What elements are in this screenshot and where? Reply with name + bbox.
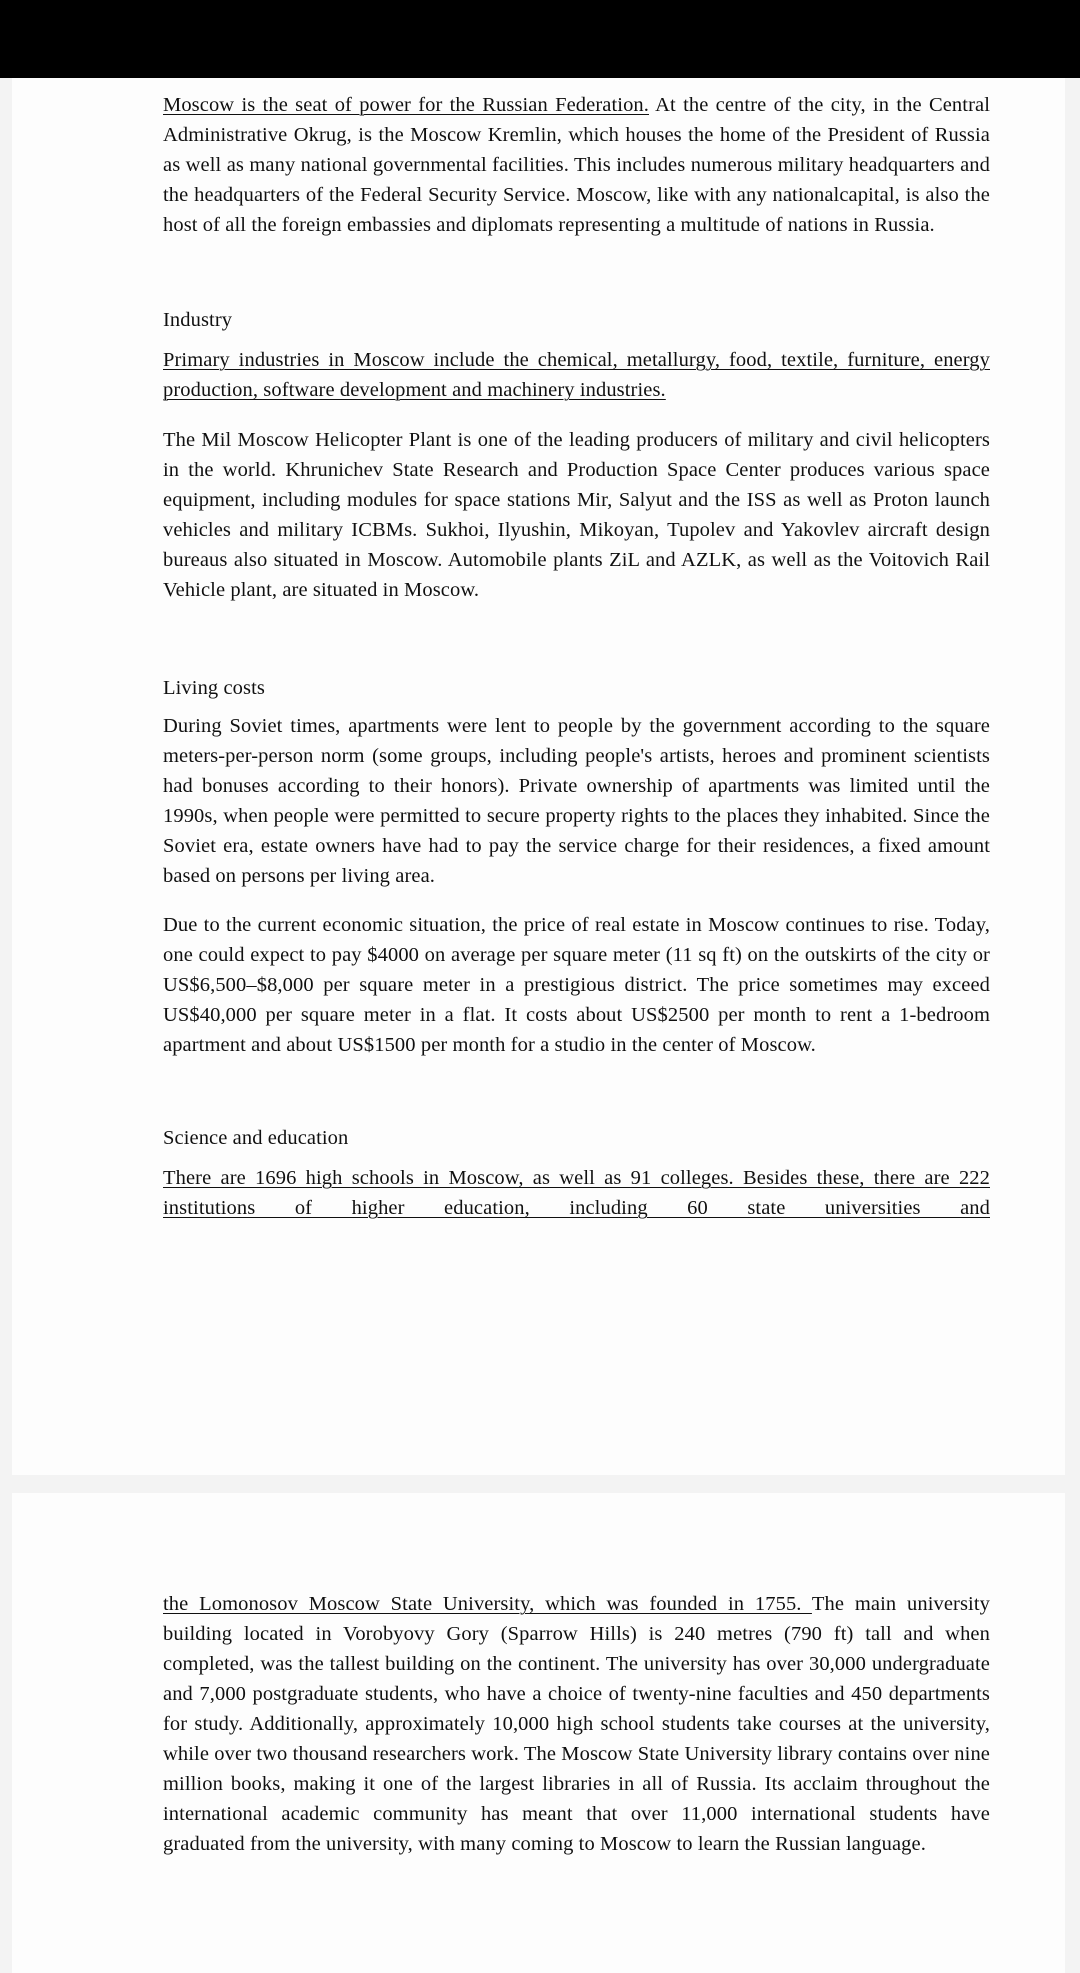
body-text: Due to the current economic situation, the price of real estate in Moscow continues to rise. Today, one could expect to pay $4000 on average per square meter (11 sq ft) on the outskirts of the city or US$6,500–$8,000 per square meter in a prestigious district. The price sometimes may exceed US$40,000 per square meter in a flat. It costs about US$2500 per month to rent a 1-bedroom apartment and about US$1500 per month for a studio in the center of Moscow.	[163, 914, 990, 1056]
body-text: At the centre of the city, in the Central Administrative Okrug, is the Moscow Kremlin, which houses the home of the President of Russia as well as many national governmental facilities. This includes numerous military headquarters and the headquarters of the Federal Security Service. Moscow, like with any nationalcapital, is also the host of all the foreign embassies and diplomats representing a multitude of nations in Russia.	[163, 94, 990, 236]
body-text: During Soviet times, apartments were lent to people by the government according to the square meters-per-person norm (some groups, including people's artists, heroes and prominent scientists had bonuses according to their honors). Private ownership of apartments was limited until the 1990s, when people were permitted to secure property rights to the places they inhabited. Since the Soviet era, estate owners have had to pay the service charge for their residences, a fixed amount based on persons per living area.	[163, 715, 990, 887]
paragraph-lomonosov-university	[163, 1589, 990, 1859]
underlined-sentence: Primary industries in Moscow include the chemical, metallurgy, food, textile, furniture, energy production, software development and machinery industries.	[163, 349, 990, 401]
paragraph-primary-industries	[163, 345, 990, 405]
heading-living-costs: Living costs	[163, 677, 265, 699]
underlined-sentence: Moscow is the seat of power for the Russian Federation.	[163, 94, 649, 116]
body-text: The main university building located in Vorobyovy Gory (Sparrow Hills) is 240 metres (790 ft) tall and when completed, was the tallest building on the continent. The university has over 30,000 undergraduate and 7,000 postgraduate students, who have a choice of twenty-nine faculties and 450 departments for study. Additionally, approximately 10,000 high school students take courses at the university, while over two thousand researchers work. The Moscow State University library contains over nine million books, making it one of the largest libraries in all of Russia. Its acclaim throughout the international academic community has meant that over 11,000 international students have graduated from the university, with many coming to Moscow to learn the Russian language.	[163, 1593, 990, 1855]
paragraph-moscow-seat-of-power	[163, 90, 990, 240]
heading-industry: Industry	[163, 309, 233, 331]
body-text: The Mil Moscow Helicopter Plant is one of the leading producers of military and civil helicopters in the world. Khrunichev State Research and Production Space Center produces various space equipment, including modules for space stations Mir, Salyut and the ISS as well as Proton launch vehicles and military ICBMs. Sukhoi, Ilyushin, Mikoyan, Tupolev and Yakovlev aircraft design bureaus also situated in Moscow. Automobile plants ZiL and AZLK, as well as the Voitovich Rail Vehicle plant, are situated in Moscow.	[163, 429, 990, 601]
underlined-sentence: There are 1696 high schools in Moscow, as well as 91 colleges. Besides these, there are 222 institutions of higher education, including 60 state universities and	[163, 1167, 990, 1219]
paragraph-real-estate-prices	[163, 910, 990, 1060]
paragraph-soviet-apartments	[163, 711, 990, 891]
top-bar	[0, 0, 1080, 78]
document-page-1[interactable]	[12, 78, 1065, 1475]
paragraph-helicopter-plant	[163, 425, 990, 605]
underlined-sentence: the Lomonosov Moscow State University, which was founded in 1755.	[163, 1593, 812, 1615]
heading-science-and-education: Science and education	[163, 1127, 349, 1149]
paragraph-schools-colleges	[163, 1163, 990, 1223]
document-page-2[interactable]	[12, 1493, 1065, 1973]
